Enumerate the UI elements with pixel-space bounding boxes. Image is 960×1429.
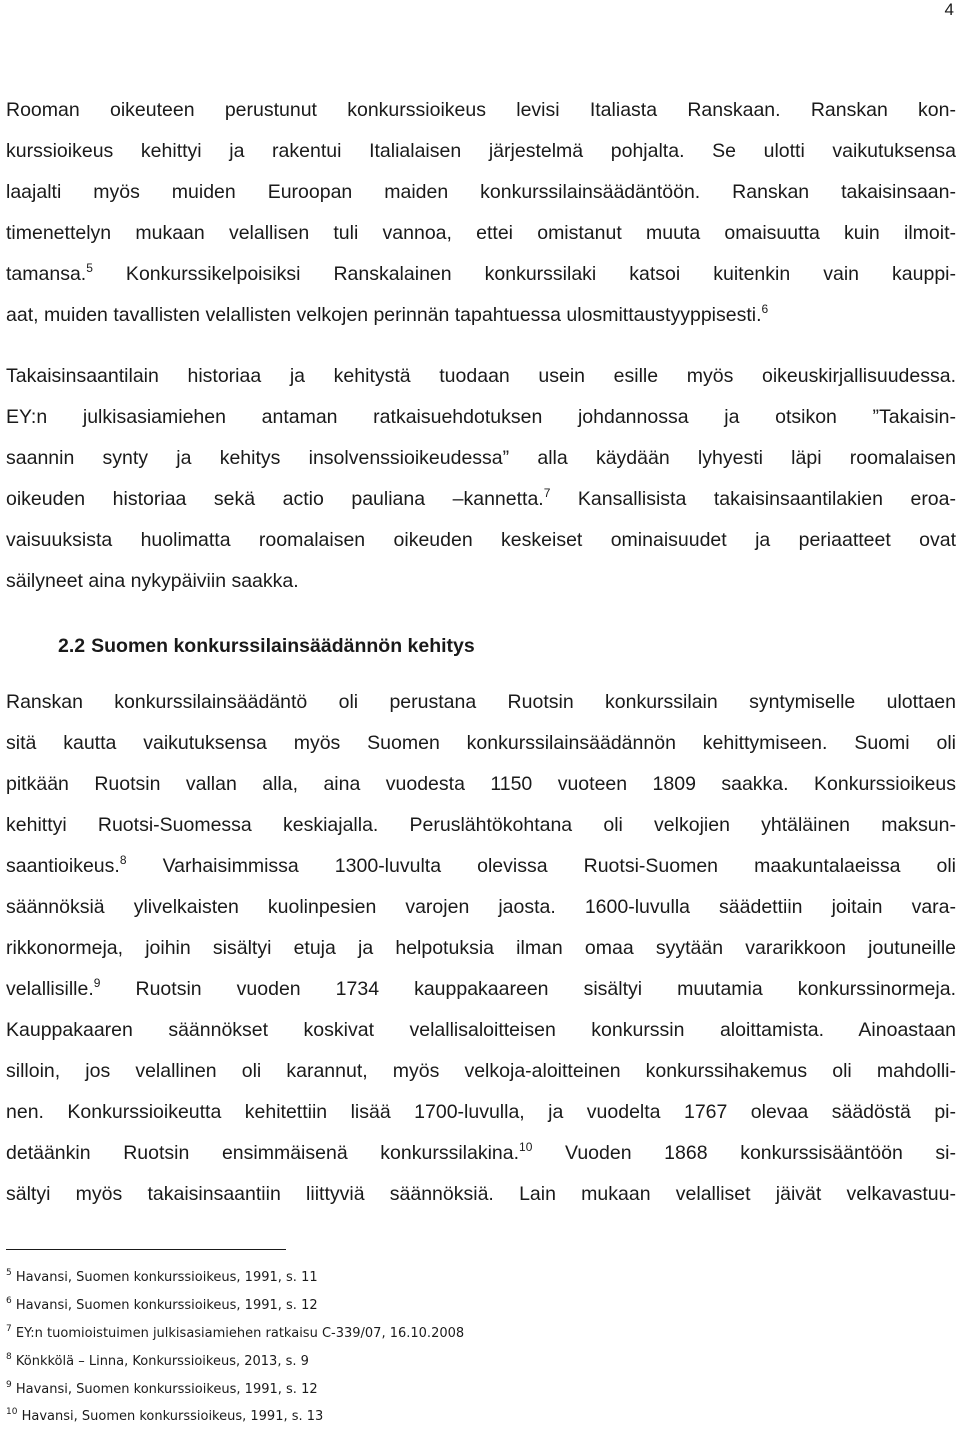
footnote-number: 7 xyxy=(6,1324,12,1334)
text-line xyxy=(6,854,956,878)
footnote-text: Havansi, Suomen konkurssioikeus, 1991, s. 12 xyxy=(15,1382,318,1397)
text-line: nen. Konkurssioikeutta kehitettiin lisää 1700-luvulla, ja vuodelta 1767 olevaa säädöstä pi- xyxy=(6,1101,956,1123)
text-line: timenettelyn mukaan velallisen tuli vannoa, ettei omistanut muuta omaisuutta kuin ilmoit- xyxy=(6,222,956,244)
text-fragment: tamansa. xyxy=(6,263,87,285)
text-fragment: Konkurssikelpoisiksi Ranskalainen konkurssilaki katsoi kuitenkin vain kauppi- xyxy=(92,263,956,285)
text-line: sältyi myös takaisinsaantiin liittyviä säännöksiä. Lain mukaan velalliset jäivät velkavastuu- xyxy=(6,1183,956,1205)
text-line: Ranskan konkurssilainsäädäntö oli perustana Ruotsin konkurssilain syntymiselle ulottaen xyxy=(6,691,956,713)
text-line: laajalti myös muiden Euroopan maiden konkurssilainsäädäntöön. Ranskan takaisinsaan- xyxy=(6,181,956,203)
text-fragment: Kansallisista takaisinsaantilakien eroa- xyxy=(550,488,956,510)
text-fragment: oikeuden historiaa sekä actio pauliana –kannetta. xyxy=(6,488,544,510)
footnote-number: 5 xyxy=(6,1268,12,1278)
text-line: säilyneet aina nykypäiviin saakka. xyxy=(6,570,299,592)
text-line: sitä kautta vaikutuksensa myös Suomen konkurssilainsäädännön kehittymiseen. Suomi oli xyxy=(6,732,956,754)
text-line: Kauppakaaren säännökset koskivat velallisaloitteisen konkurssin aloittamista. Ainoastaan xyxy=(6,1019,956,1041)
section-number: 2.2 xyxy=(58,635,86,657)
section-heading xyxy=(58,634,475,658)
footnote xyxy=(6,1325,464,1343)
text-line: pitkään Ruotsin vallan alla, aina vuodesta 1150 vuoteen 1809 saakka. Konkurssioikeus xyxy=(6,773,956,795)
footnote xyxy=(6,1353,309,1371)
text-fragment: Vuoden 1868 konkurssisääntöön si- xyxy=(532,1142,957,1164)
text-fragment: Varhaisimmissa 1300-luvulta olevissa Ruotsi-Suomen maakuntalaeissa oli xyxy=(126,855,956,877)
text-line: säännöksiä ylivelkaisten kuolinpesien varojen jaosta. 1600-luvulla säädettiin joitain vara- xyxy=(6,896,956,918)
footnote-number: 9 xyxy=(6,1380,12,1390)
text-fragment: saantioikeus. xyxy=(6,855,120,877)
footnote-number: 6 xyxy=(6,1296,12,1306)
footnote xyxy=(6,1297,318,1315)
text-line: saannin synty ja kehitys insolvenssioikeudessa” alla käydään lyhyesti läpi roomalaisen xyxy=(6,447,956,469)
text-fragment: velallisille. xyxy=(6,978,94,1000)
text-fragment: Ruotsin vuoden 1734 kauppakaareen sisältyi muutamia konkurssinormeja. xyxy=(100,978,956,1000)
text-fragment: aat, muiden tavallisten velallisten velkojen perinnän tapahtuessa ulosmittaustyyppisesti. xyxy=(6,304,762,326)
text-line xyxy=(6,487,956,511)
text-line: vaisuuksista huolimatta roomalaisen oikeuden keskeiset ominaisuudet ja periaatteet ovat xyxy=(6,529,956,551)
text-line xyxy=(6,262,956,286)
footnote-text: Havansi, Suomen konkurssioikeus, 1991, s. 11 xyxy=(15,1270,318,1285)
footnote-ref: 10 xyxy=(519,1140,533,1154)
footnote xyxy=(6,1408,323,1426)
text-line: kehittyi Ruotsi-Suomessa keskiajalla. Peruslähtökohtana oli velkojien yhtäläinen maksun- xyxy=(6,814,956,836)
footnote-text: EY:n tuomioistuimen julkisasiamiehen ratkaisu C-339/07, 16.10.2008 xyxy=(15,1326,465,1341)
text-line xyxy=(6,977,956,1001)
footnote-text: Havansi, Suomen konkurssioikeus, 1991, s. 13 xyxy=(21,1409,324,1424)
text-line: EY:n julkisasiamiehen antaman ratkaisuehdotuksen johdannossa ja otsikon ”Takaisin- xyxy=(6,406,956,428)
footnote-ref: 6 xyxy=(761,302,769,316)
text-line xyxy=(6,1141,956,1165)
footnote-ref: 7 xyxy=(543,486,551,500)
text-line xyxy=(6,303,956,327)
footnote xyxy=(6,1269,318,1287)
text-line: silloin, jos velallinen oli karannut, myös velkoja-aloitteinen konkurssihakemus oli mahdolli- xyxy=(6,1060,956,1082)
footnote-ref: 5 xyxy=(86,261,93,275)
footnote-ref: 9 xyxy=(93,976,101,990)
footnote-text: Könkkölä – Linna, Konkurssioikeus, 2013, s. 9 xyxy=(15,1354,309,1369)
page-number: 4 xyxy=(944,0,954,19)
footnote-ref: 8 xyxy=(119,853,127,867)
footnote-number: 10 xyxy=(6,1407,18,1417)
text-line: kurssioikeus kehittyi ja rakentui Italialaisen järjestelmä pohjalta. Se ulotti vaikutuksensa xyxy=(6,140,956,162)
text-fragment: detäänkin Ruotsin ensimmäisenä konkurssilakina. xyxy=(6,1142,520,1164)
text-line: rikkonormeja, joihin sisältyi etuja ja helpotuksia ilman omaa syytään vararikkoon joutuneille xyxy=(6,937,956,959)
footnote-text: Havansi, Suomen konkurssioikeus, 1991, s. 12 xyxy=(15,1298,318,1313)
section-title: Suomen konkurssilainsäädännön kehitys xyxy=(91,635,475,657)
footnote-separator xyxy=(6,1249,286,1250)
text-line: Takaisinsaantilain historiaa ja kehitystä tuodaan usein esille myös oikeuskirjallisuudessa. xyxy=(6,365,956,387)
footnote xyxy=(6,1381,318,1399)
text-line: Rooman oikeuteen perustunut konkurssioikeus levisi Italiasta Ranskaan. Ranskan kon- xyxy=(6,99,956,121)
footnote-number: 8 xyxy=(6,1352,12,1362)
